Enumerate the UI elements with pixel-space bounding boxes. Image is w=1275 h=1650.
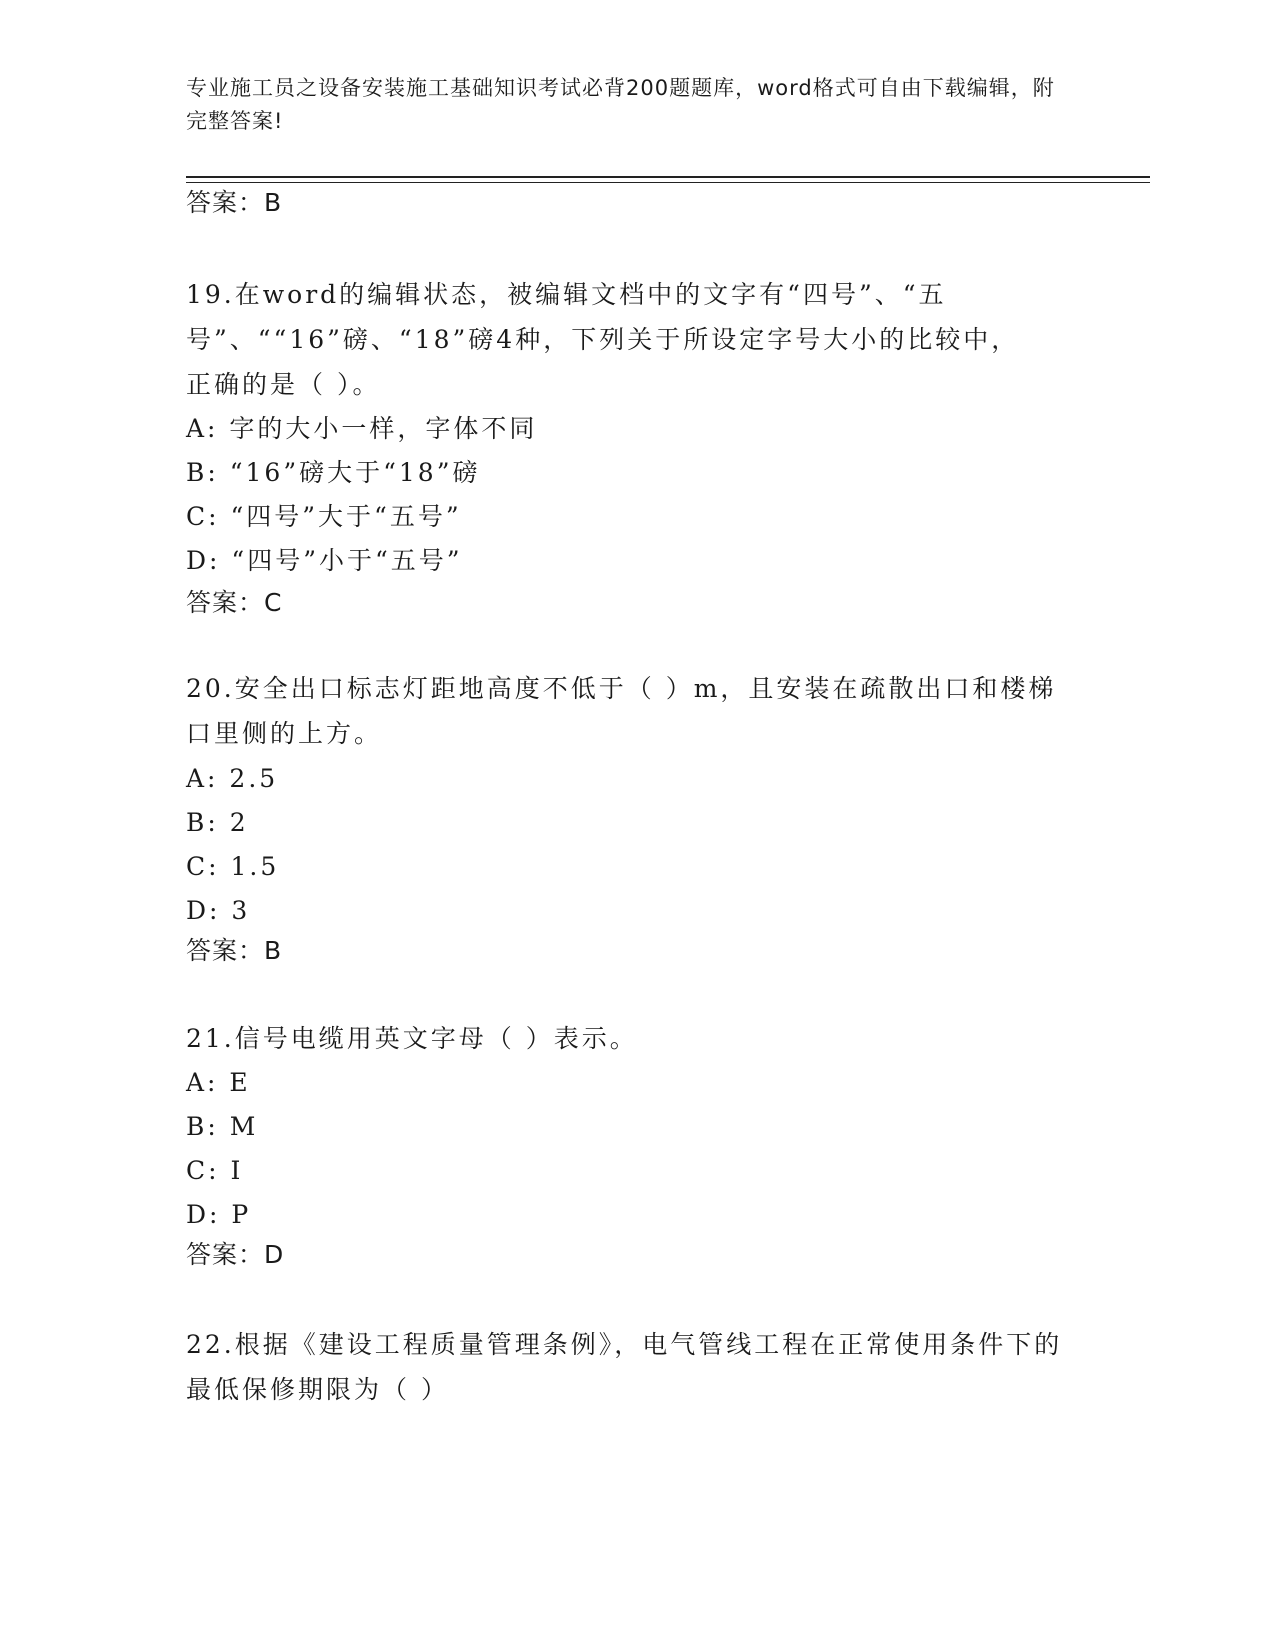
question-21-answer: 答案：D: [186, 1240, 285, 1269]
question-19-option-d: D: “四号”小于“五号”: [186, 546, 463, 575]
header-divider-thick: [186, 176, 1150, 178]
question-22-stem: 22.根据《建设工程质量管理条例》，电气管线工程在正常使用条件下的最低保修期限为（ ）: [186, 1330, 1063, 1404]
question-20-option-a: A: 2.5: [186, 764, 279, 793]
header-divider-thin: [186, 182, 1150, 183]
question-20-option-c: C: 1.5: [186, 852, 280, 881]
question-21-stem: 21.信号电缆用英文字母（ ）表示。: [186, 1024, 638, 1053]
question-20-option-d: D: 3: [186, 896, 251, 925]
document-header: 专业施工员之设备安装施工基础知识考试必背200题题库，word格式可自由下载编辑，附完整答案!: [186, 76, 1055, 133]
question-19-option-b: B: “16”磅大于“18”磅: [186, 458, 481, 487]
question-20-answer: 答案：B: [186, 936, 283, 965]
question-19-stem: 19.在word的编辑状态，被编辑文档中的文字有“四号”、“五号”、““16”磅、“18”磅4种，下列关于所设定字号大小的比较中，正确的是（ ）。: [186, 280, 1020, 399]
question-21-option-a: A: E: [186, 1068, 251, 1097]
question-20-stem: 20.安全出口标志灯距地高度不低于（ ）m，且安装在疏散出口和楼梯口里侧的上方。: [186, 674, 1057, 748]
question-19-option-c: C: “四号”大于“五号”: [186, 502, 462, 531]
question-19-answer: 答案：C: [186, 588, 283, 617]
question-21-option-b: B: M: [186, 1112, 259, 1141]
question-20-option-b: B: 2: [186, 808, 249, 837]
answer-prev: 答案：B: [186, 188, 283, 217]
question-21-option-d: D: P: [186, 1200, 252, 1229]
question-21-option-c: C: I: [186, 1156, 244, 1185]
question-19-option-a: A: 字的大小一样，字体不同: [186, 414, 538, 443]
